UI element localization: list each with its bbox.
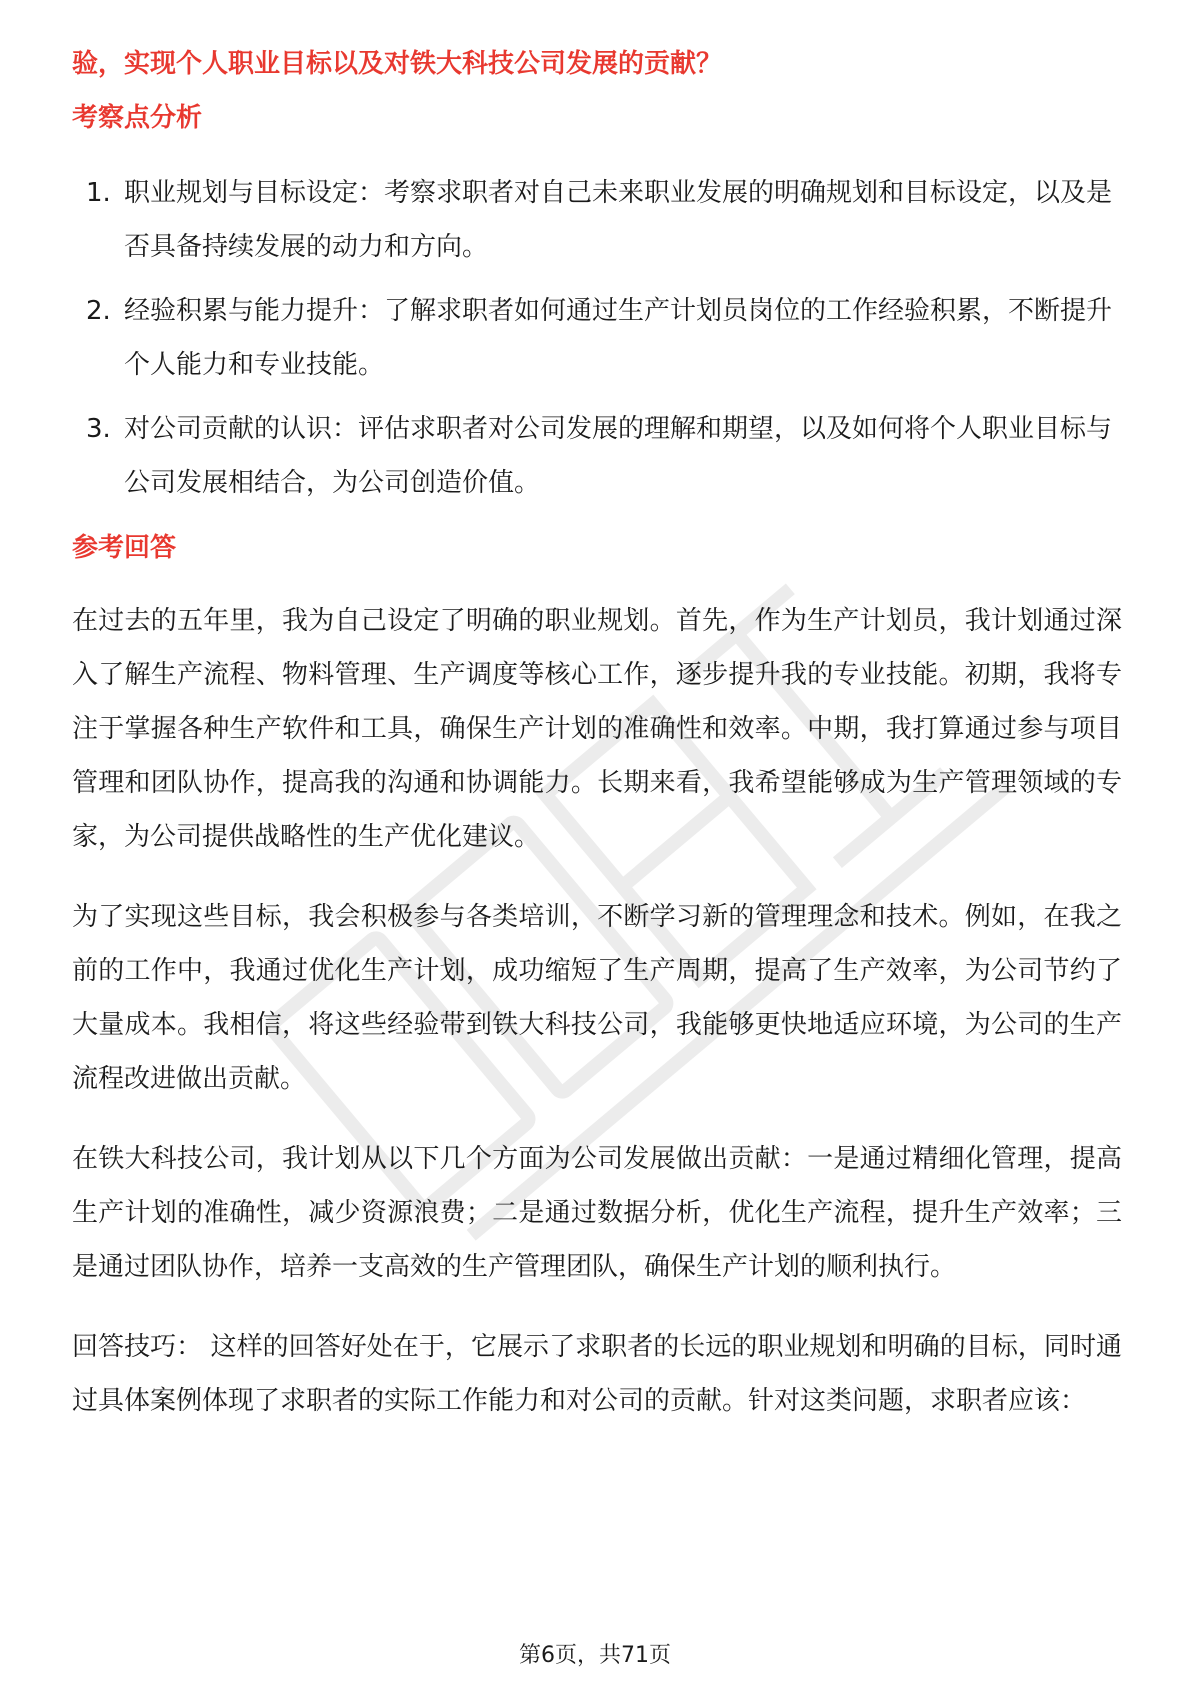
list-item-text: 对公司贡献的认识：评估求职者对公司发展的理解和期望，以及如何将个人职业目标与公司发展相结合，为公司创造价值。 [124,414,1113,498]
analysis-title: 考察点分析 [72,103,203,133]
answer-tips-paragraph: 回答技巧： 这样的回答好处在于，它展示了求职者的长远的职业规划和明确的目标，同时通过具体案例体现了求职者的实际工作能力和对公司的贡献。针对这类问题，求职者应该： [72,1332,1122,1416]
list-item [72,166,1122,274]
list-item-text: 经验积累与能力提升：了解求职者如何通过生产计划员岗位的工作经验积累，不断提升个人能力和专业技能。 [124,296,1113,380]
document-content [72,44,1122,1454]
list-item-number: 3. [86,414,111,444]
list-item-number: 2. [86,296,111,326]
list-item-text: 职业规划与目标设定：考察求职者对自己未来职业发展的明确规划和目标设定，以及是否具备持续发展的动力和方向。 [124,178,1113,262]
page-number: 第6页，共71页 [519,1643,671,1668]
list-item [72,284,1122,392]
answer-paragraph-1: 在过去的五年里，我为自己设定了明确的职业规划。首先，作为生产计划员，我计划通过深入了解生产流程、物料管理、生产调度等核心工作，逐步提升我的专业技能。初期，我将专注于掌握各种生产软件和工具，确保生产计划的准确性和效率。中期，我打算通过参与项目管理和团队协作，提高我的沟通和协调能力。长期来看，我希望能够成为生产管理领域的专家，为公司提供战略性的生产优化建议。 [72,606,1122,852]
question-tail: 验，实现个人职业目标以及对铁大科技公司发展的贡献？ [72,49,723,79]
answer-paragraph-3: 在铁大科技公司，我计划从以下几个方面为公司发展做出贡献：一是通过精细化管理，提高生产计划的准确性，减少资源浪费；二是通过数据分析，优化生产流程，提升生产效率；三是通过团队协作，培养一支高效的生产管理团队，确保生产计划的顺利执行。 [72,1144,1122,1282]
list-item [72,402,1122,510]
answer-title: 参考回答 [72,533,177,563]
list-item-number: 1. [86,178,111,208]
analysis-list [72,166,1122,510]
answer-paragraph-2: 为了实现这些目标，我会积极参与各类培训，不断学习新的管理理念和技术。例如，在我之前的工作中，我通过优化生产计划，成功缩短了生产周期，提高了生产效率，为公司节约了大量成本。我相信，将这些经验带到铁大科技公司，我能够更快地适应环境，为公司的生产流程改进做出贡献。 [72,902,1122,1094]
